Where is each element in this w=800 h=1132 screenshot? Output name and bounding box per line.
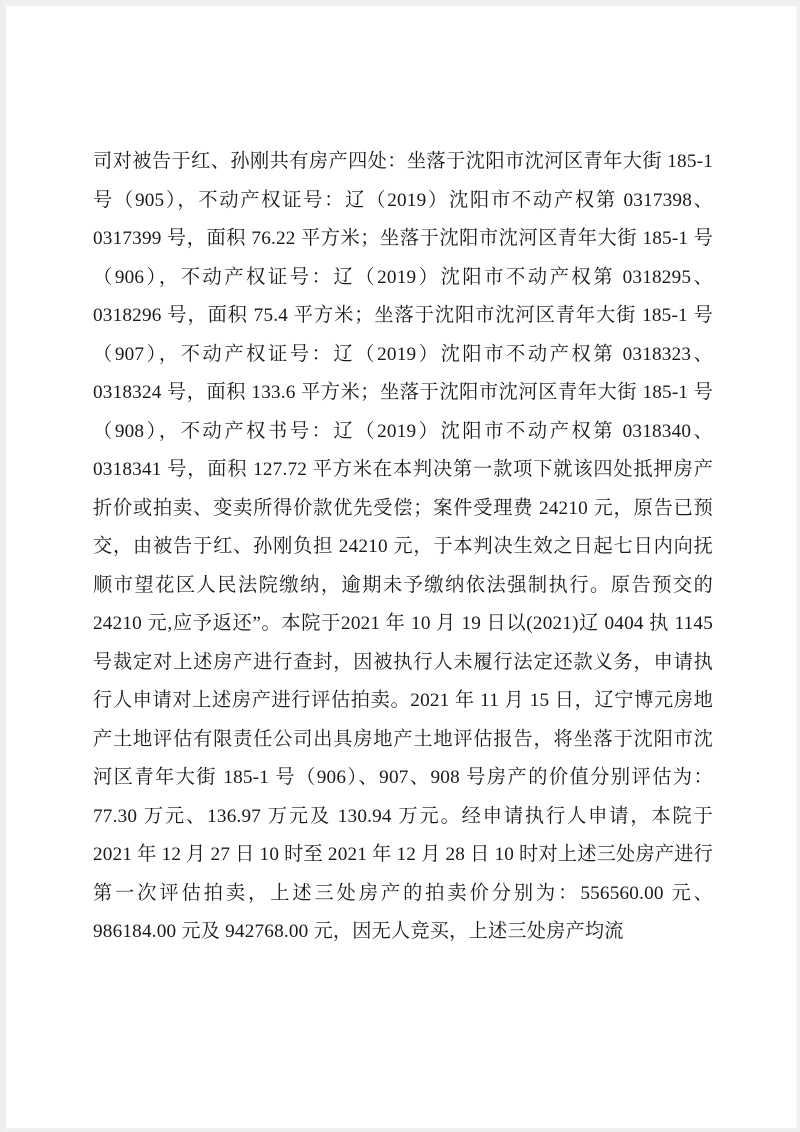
document-text-body bbox=[93, 143, 713, 952]
body-paragraph: 司对被告于红、孙刚共有房产四处：坐落于沈阳市沈河区青年大街 185-1 号（905），不动产权证号：辽（2019）沈阳市不动产权第 0317398、0317399 号，面积 76.22 平方米；坐落于沈阳市沈河区青年大街 185-1 号（906），不动产权证号：辽（2019）沈阳市不动产权第 0318295、0318296 号，面积 75.4 平方米；坐落于沈阳市沈河区青年大街 185-1 号（907），不动产权证号：辽（2019）沈阳市不动产权第 0318323、0318324 号，面积 133.6 平方米；坐落于沈阳市沈河区青年大街 185-1 号（908），不动产权书号：辽（2019）沈阳市不动产权第 0318340、0318341 号，面积 127.72 平方米在本判决第一款项下就该四处抵押房产折价或拍卖、变卖所得价款优先受偿；案件受理费 24210 元，原告已预交，由被告于红、孙刚负担 24210 元，于本判决生效之日起七日内向抚顺市望花区人民法院缴纳，逾期未予缴纳依法强制执行。原告预交的24210 元,应予返还”。本院于2021 年 10 月 19 日以(2021)辽 0404 执 1145 号裁定对上述房产进行查封，因被执行人未履行法定还款义务，申请执行人申请对上述房产进行评估拍卖。2021 年 11 月 15 日，辽宁博元房地产土地评估有限责任公司出具房地产土地评估报告，将坐落于沈阳市沈河区青年大街 185-1 号（906）、907、908 号房产的价值分别评估为：77.30 万元、136.97 万元及 130.94 万元。经申请执行人申请，本院于 2021 年 12 月 27 日 10 时至 2021 年 12 月 28 日 10 时对上述三处房产进行第一次评估拍卖，上述三处房产的拍卖价分别为：556560.00 元、986184.00 元及 942768.00 元，因无人竞买，上述三处房产均流 bbox=[93, 151, 713, 942]
